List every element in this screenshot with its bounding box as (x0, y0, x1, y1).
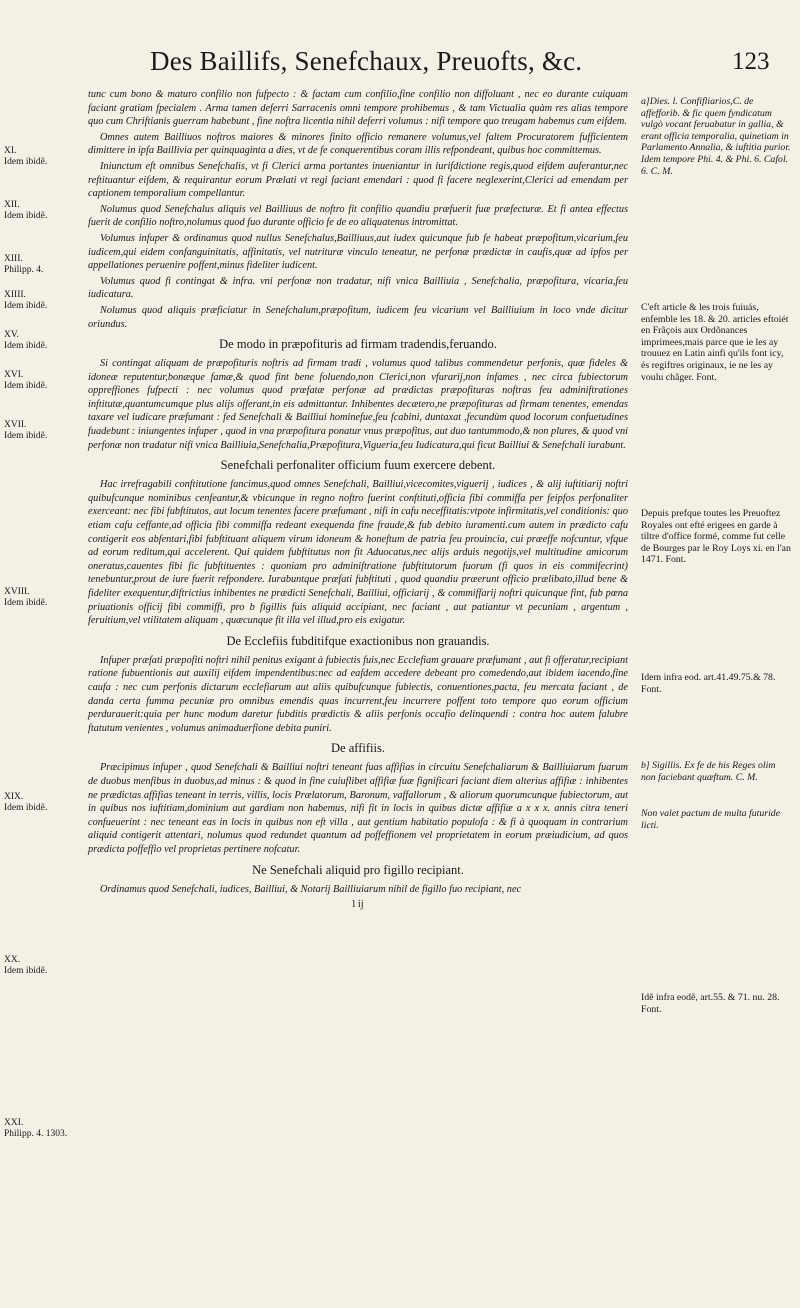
paragraph: Volumus quod fi contingat & infra. vni perfonæ non tradatur, nifi vnica Bailliuia , Senefchalia, præpofitura, vicaria,feu iudicatura. (88, 275, 628, 301)
margin-note-left: XX. Idem ibidẽ. (4, 955, 48, 976)
section-heading: Senefchali perfonaliter officium fuum exercere debent. (220, 458, 496, 473)
page-number: 123 (732, 48, 770, 75)
margin-note-right: Idẽ infra eodẽ, art.55. & 71. nu. 28. Font. (641, 992, 780, 1015)
margin-note-right: Idem infra eod. art.41.49.75.& 78. Font. (641, 672, 776, 695)
paragraph: Præcipimus infuper , quod Senefchali & Bailliui noftri teneant fuas affifias in circuitu Senefchaliarum & Bailliuiarum fuarum de duobus menfibus in duobus,ad minus : & quod in fine cuiuflibet affifiæ fuæ fignificari faciant diem alterius affifiæ : inhibentes ne prædictas affifias teneant in terris, villis, locis Prælatorum, Baronum, vaffallorum , & aliorum quorumcunque fubiectorum, aut in quibus nos iuftitiam,dominium aut gardiam non habemus, nifi fit in locis in quibus dictæ affifiæ a x x x. annis citra teneri confueuerint : nec teneant eas in locis in quibus non eft villa , aut gentium habitatio populofa : & fi à quoquam in contrarium aliquid contigerit attentari, nolumus quod redundet quantum ad poffeffionem vel proprietatem in eorum præiudicium, ad quos prædicta poffeffio vel proprietas pertinere nofcatur. (88, 762, 628, 855)
margin-note-right: b] Sigillis. Ex fe de his Reges olim non faciebant quæftum. C. M. (641, 760, 776, 783)
paragraph: Ordinamus quod Senefchali, iudices, Bailliui, & Notarij Bailliuiarum nihil de figillo fuo recipiant, nec (100, 883, 522, 895)
section-heading: De Ecclefiis fubditifque exactionibus non grauandis. (226, 633, 490, 648)
margin-note-left: XIII. Philipp. 4. (4, 254, 44, 275)
main-text-column (88, 88, 628, 912)
margin-note-right: C'eft article & les trois fuiuás, enfemble les 18. & 20. articles eftoiét en Frãçois aux Ordõnances imprimees,mais parce que ie les ay trouuez en Latin ainfi qu'ils font icy, és regiftres originaux, ie ne les ay voulu chãger. Font. (641, 302, 789, 383)
section-heading: De modo in præpofituris ad firmam tradendis,feruando. (219, 337, 497, 352)
paragraph: Nolumus quod Senefchalus aliquis vel Bailliuus de noftro fit confilio quandiu præfuerit fuæ præfecturæ. Et fi antea effectus fuerit de confilio noftro,nolumus quod fuo durante officio fe de eo aliquatenus intromittat. (88, 203, 628, 229)
margin-note-left: XIIII. Idem ibidẽ. (4, 290, 48, 311)
paragraph: Omnes autem Bailliuos noftros maiores & minores finito officio remanere volumus,vel faltem Procuratorem fufficientem dimittere in ipfa Baillivia per quinquaginta a dies, vt de fe conquerentibus coram illis refpondeant, quibus hoc committemus. (88, 131, 628, 157)
margin-note-left: XIX. Idem ibidẽ. (4, 792, 48, 813)
margin-note-left: XI. Idem ibidẽ. (4, 146, 48, 167)
margin-note-left: XV. Idem ibidẽ. (4, 330, 48, 351)
margin-note-right: a]Dies. l. Confifliarios,C. de affefforib. & fic quem fyndicatum vulgò vocant feruabatur in gallia, & erant officia temporalia, quinetiam in Parlamento Annalia, & iuftitia purior. Idem tempore Phi. 4. & Phi. 6. Cafol. 6. C. M. (641, 96, 791, 177)
paragraph: Volumus infuper & ordinamus quod nullus Senefchalus,Bailliuus,aut iudex quicunque fub fe habeat præpofitum,vicarium,feu iudicem,qui eidem confanguinitatis, affinitatis, vel nutrituræ vinculo teneatur, ne perfonæ prædictæ in caufis,quæ ad ipfos per appellationes peruenire poffent,minus fideliter iudicent. (88, 232, 628, 272)
margin-note-right: Non valet pactum de multa futuride licti. (641, 808, 781, 831)
margin-note-left: XVI. Idem ibidẽ. (4, 370, 48, 391)
running-title: Des Baillifs, Senefchaux, Preuofts, &c. (150, 46, 583, 76)
paragraph: Iniunctum eft omnibus Senefchalis, vt fi Clerici arma portantes inueniantur in iurifdictione regis,quod eifdem auferantur,nec reftituantur eifdem, & requirantur eorum Prælati vt regi faciant emendari : quod fi facere neglexerint,Clerici ad emendam per captionem temporalium compellantur. (88, 160, 628, 200)
margin-note-left: XVIII. Idem ibidẽ. (4, 587, 48, 608)
section-heading: De affifiis. (331, 741, 385, 756)
paragraph: Si contingat aliquam de præpofituris noftris ad firmam tradi , volumus quod talibus commendetur perfonis, quæ fideles & idoneæ reputentur,bonæque famæ,& quod fint bene foluendo,non Clerici,non vfurarij,non infames , nec circa fubiectorum oppreffiones fufpecti : nec volumus quod præfatæ perfonæ ad prædictas præpofituras noftras feu adminiftrationes inftitutæ,quantumcumque plus alijs offerant,in eis admittantur. Inhibentes decætero,ne præpofituras ad firmam tenentes, emendas taxare vel iudicare præfumant : fed Senefchali & Bailliui hominefue,feu fcabini, duntaxat ,fecundùm quod locorum confuetudines fuadebunt : iniungentes infuper , quod in vna præpofitura ponatur vnus præpofitus, aut duo tantummodo,& non plures, & quod vni perfonæ non tradatur nifi vnica Bailliuia,Senefchalia,Præpofitura,Vigueria,feu Iudicatura,qui ficut Bailliui & Senefchali iurabunt. (88, 358, 628, 451)
margin-note-left: XVII. Idem ibidẽ. (4, 420, 48, 441)
paragraph: tunc cum bono & maturo confilio non fufpecto : & factam cum confilio,fine confilio non diffoluant , nec eo durante cuiquam faciant gratiam fpecialem . Arma tamen deferri Sarracenis omni tempore prohibemus , & tam Victualia quàm res alias tempore quo cum Chriftianis guerram habebunt , fine noftra licentia nihil deferri volumus : nifi tempore quo treugam habemus cum eifdem. (88, 89, 628, 128)
section-heading: Ne Senefchali aliquid pro figillo recipiant. (252, 862, 464, 877)
paragraph: Infuper præfati præpofiti noftri nihil penitus exigant à fubiectis fuis,nec Ecclefiam grauare præfumant , aut fi offeratur,recipiant ratione fubuentionis aut auxilij eifdem impendentibus:nec ad eafdem accedere debeant pro comedendo,aut ibidem iacendo,fine caufa : nec cum perfonis dictarum ecclefiarum aut aliis quibufcunque fubiectis, conuentiones,pacta, feu mercata faciant , de danda certa fumma pecuniæ pro omnibus emendis quas incurrent,feu incurrere poffent toto tempore quo eorum officium perdurauerit:quia per hunc modum daretur fubditis prædictis & aliis perfonis occafio delinquendi : contra hoc autem falubre ftatutum venientes , volumus animaduerfione debita puniri. (88, 654, 628, 734)
signature-mark: l ij (352, 899, 364, 911)
paragraph: Hac irrefragabili conftitutione fancimus,quod omnes Senefchali, Bailliui,vicecomites,viguerij , iudices , & alij iuftitiarij noftri quibufcunque nominibus cenfeantur,& vbicunque in regno noftro fuerint conftituti,officia fibi commiffa per feipfos perfonaliter exerceant: nec fibi fubftitutos, aut locum tenentes facere præfumant , nifi in cafu neceffitatis:vtpote infirmitatis,vel conditionis: quo etiam cafu ceffante,ad officia fibi commiffa redeant exequenda fine fraude,& fub debito iuramenti.cum autem in prædicto cafu contigerit eos abfentari,fibi fubftituant aliquem virum idoneum & honeftum de patria feu prouincia, cui præeffe nofcuntur, vfque ad eorum reditum,qui accelerent. Qui quidem fubftitutus non fit Aduocatus,nec alijs arduis negotijs,vel multitudine amicorum oneratus,cauentes fibi fic fubftituentes : quoniam pro adminiftratione fubftitutorum fuorum (fi quos in eis commifecrint) tenebuntur,prout de iure fuerit refpondere. Iurabuntque præfati fubftituti , quod quandiu præerunt officio prælibato,illud bene & fideliter exequentur,diftrictius inhibentes ne prædicti Senefchali, Bailliui, officiarij , & commiffarij noftri quicunque fint, fub pœna priuationis officij fibi commiffi, pro b figillis fuis aliquid accipiant, nec faciant , aut patiantur vt pecuniam , argentum , feruitium,vel vtilitatem aliquam , quæcunque fit illa vel illud,pro eis exigatur. (88, 479, 628, 627)
margin-note-left: XII. Idem ibidẽ. (4, 200, 48, 221)
margin-note-left: XXI. Philipp. 4. 1303. (4, 1118, 68, 1139)
paragraph: Nolumus quod aliquis præficiatur in Senefchalum,præpofitum, iudicem feu vicarium vel Bailliuium in loco vnde dicitur oriundus. (88, 304, 628, 330)
margin-note-right: Depuis prefque toutes les Preuoftez Royales ont efté erigees en garde à tiltre d'office formé, comme fut celle de Bourges par le Roy Loys xi. en l'an 1471. Font. (641, 508, 791, 566)
